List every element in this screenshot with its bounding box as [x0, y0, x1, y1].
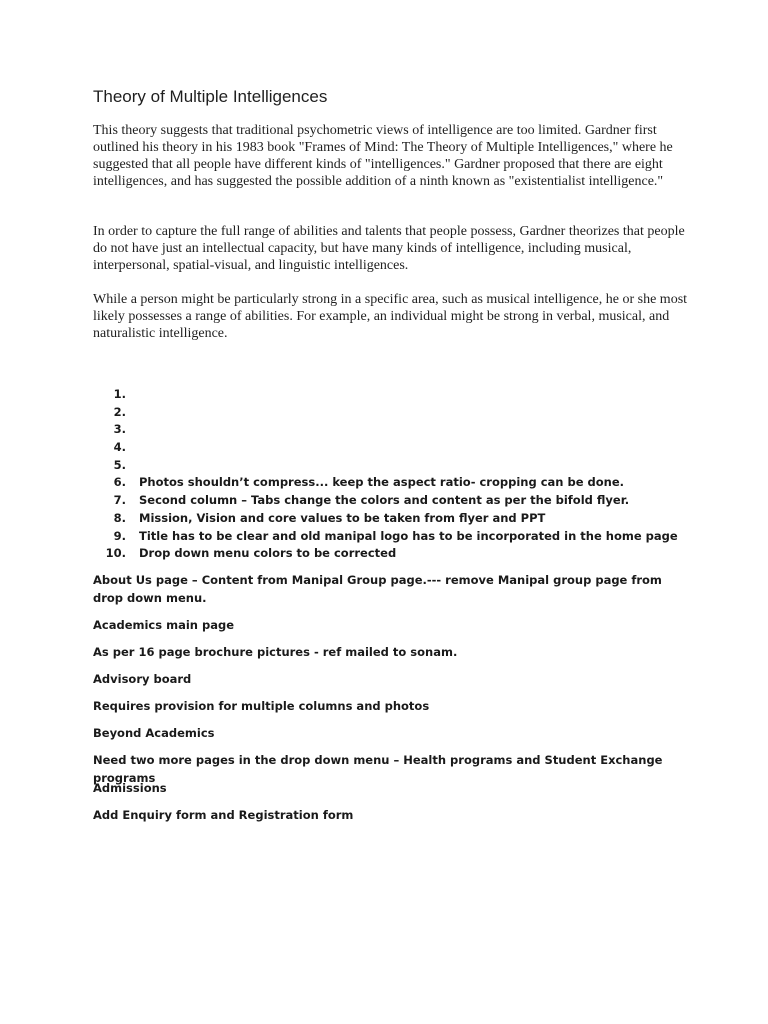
list-number: 8.	[113, 510, 126, 525]
note-admissions-heading: Admissions	[93, 781, 167, 795]
list-number: 6.	[113, 475, 126, 490]
note-beyond-heading: Beyond Academics	[93, 726, 215, 740]
list-text: Mission, Vision and core values to be taken from flyer and PPT	[139, 510, 546, 525]
list-item	[93, 386, 678, 404]
list-item	[93, 474, 678, 492]
note-about-us: About Us page – Content from Manipal Group page.--- remove Manipal group page from drop down menu.	[93, 573, 662, 605]
list-number: 10.	[105, 546, 126, 561]
list-item	[93, 404, 678, 422]
list-text: Photos shouldn’t compress... keep the aspect ratio- cropping can be done.	[139, 475, 624, 490]
list-number: 5.	[113, 457, 126, 472]
note-columns: Requires provision for multiple columns and photos	[93, 699, 430, 713]
list-text: Second column – Tabs change the colors and content as per the bifold flyer.	[139, 493, 630, 508]
list-item	[93, 439, 678, 457]
note-advisory-heading: Advisory board	[93, 672, 192, 686]
list-item	[93, 421, 678, 439]
note-academics-heading: Academics main page	[93, 618, 234, 632]
paragraph: In order to capture the full range of abilities and talents that people possess, Gardner theorizes that people do not have just an intellectual capacity, but have many kinds of intelligence, including musical, interpersonal, spatial-visual, and linguistic intelligences.	[93, 224, 685, 273]
list-number: 4.	[113, 440, 126, 455]
list-number: 3.	[113, 422, 126, 437]
note-forms: Add Enquiry form and Registration form	[93, 808, 354, 822]
list-number: 1.	[113, 387, 126, 401]
note-brochure: As per 16 page brochure pictures - ref mailed to sonam.	[93, 645, 458, 659]
list-item	[93, 457, 678, 475]
list-text: Title has to be clear and old manipal logo has to be incorporated in the home page	[139, 528, 678, 543]
numbered-list	[93, 386, 678, 563]
paragraph: This theory suggests that traditional psychometric views of intelligence are too limited. Gardner first outlined his theory in his 1983 book "Frames of Mind: The Theory of Multiple Intelligences," where he suggested that all people have different kinds of "intelligences." Gardner proposed that there are eight intelligences, and has suggested the possible addition of a ninth known as "existentialist intelligence."	[93, 123, 673, 189]
list-item	[93, 492, 678, 510]
paragraph: While a person might be particularly strong in a specific area, such as musical intelligence, he or she most likely possesses a range of abilities. For example, an individual might be strong in verbal, musical, and naturalistic intelligence.	[93, 292, 688, 341]
note-drop-down: Need two more pages in the drop down menu – Health programs and Student Exchange programs	[93, 753, 663, 785]
list-number: 2.	[113, 404, 126, 419]
list-item	[93, 528, 678, 546]
document-title: Theory of Multiple Intelligences	[93, 87, 328, 106]
list-item	[93, 510, 678, 528]
list-text: Drop down menu colors to be corrected	[139, 546, 397, 561]
list-number: 7.	[113, 493, 126, 508]
list-item	[93, 545, 678, 563]
list-number: 9.	[113, 528, 126, 543]
